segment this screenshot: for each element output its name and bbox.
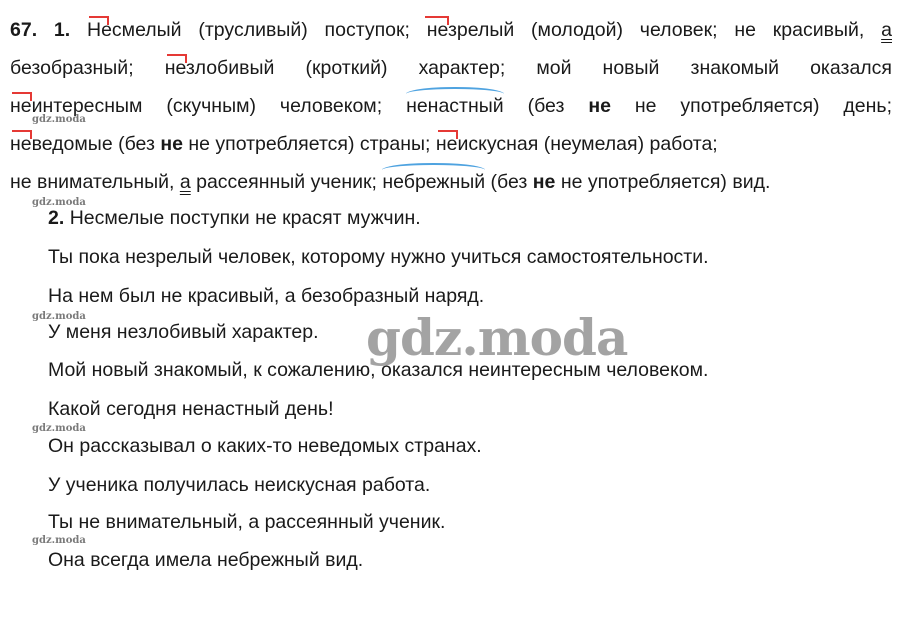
task-number: 67.: [10, 19, 38, 41]
text: (скучным) человеком;: [142, 95, 407, 117]
word-neinteresnym: неинтересным: [10, 95, 143, 117]
part2-sentence-8: У ученика получилась неискусная работа.: [48, 474, 431, 496]
sentence-text: Несмелые поступки не красят мужчин.: [69, 207, 421, 229]
part2-sentence-2: Ты пока незрелый человек, которому нужно учиться самостоятельности.: [48, 246, 709, 268]
part2-sentence-1: [48, 206, 421, 230]
text: (без: [485, 171, 533, 193]
part1-line-2: [10, 56, 892, 80]
part2-sentence-10: Она всегда имела небрежный вид.: [48, 549, 364, 571]
text: (кроткий) характер; мой новый знакомый оказался: [274, 57, 892, 79]
part2-sentence-7: Он рассказывал о каких-то неведомых странах.: [48, 435, 482, 457]
part1-label: 1.: [53, 19, 71, 41]
conjunction-a: а: [881, 19, 892, 41]
word-nezlobivy: незлобивый: [164, 57, 275, 79]
part1-line-3: [10, 94, 892, 118]
word-nevedomye: неведомые: [10, 133, 113, 155]
word-nesmely: Несмелый: [87, 19, 182, 41]
part2-sentence-5: Мой новый знакомый, к сожалению, оказался неинтересным человеком.: [48, 359, 709, 381]
watermark-small: gdz.moda: [32, 197, 86, 208]
part1-line-1: [10, 18, 892, 42]
text: не употребляется) день;: [610, 95, 893, 117]
watermark-small: gdz.moda: [32, 114, 86, 125]
part2-sentence-4: У меня незлобивый характер.: [48, 321, 319, 343]
word-nezrely: незрелый: [426, 19, 515, 41]
conjunction-a: а: [179, 171, 191, 193]
part1-line-5: [10, 170, 770, 194]
part1-line-4: [10, 132, 718, 156]
text: (без: [503, 95, 589, 117]
word-neiskusnaya: неискусная: [435, 133, 539, 155]
text: не употребляется) вид.: [555, 171, 771, 193]
part2-label: 2.: [48, 207, 65, 229]
text: безобразный;: [10, 57, 165, 79]
bold-ne: не: [532, 171, 556, 193]
part2-sentence-9: Ты не внимательный, а рассеянный ученик.: [48, 511, 446, 533]
word-nenastny: ненастный: [406, 95, 504, 117]
text: не употребляется) страны;: [182, 133, 436, 155]
watermark-logo: gdz.moda: [366, 308, 628, 367]
text: не внимательный,: [10, 171, 180, 193]
text: рассеянный ученик;: [190, 171, 383, 193]
text: (неумелая) работа;: [538, 133, 718, 155]
text: (молодой) человек; не красивый,: [514, 19, 882, 41]
text: (трусливый) поступок;: [181, 19, 427, 41]
watermark-small: gdz.moda: [32, 535, 86, 546]
watermark-small: gdz.moda: [32, 423, 86, 434]
bold-ne: не: [588, 95, 611, 117]
text: (без: [112, 133, 161, 155]
watermark-small: gdz.moda: [32, 311, 86, 322]
part2-sentence-6: Какой сегодня ненастный день!: [48, 398, 334, 420]
bold-ne: не: [160, 133, 183, 155]
part2-sentence-3: На нем был не красивый, а безобразный наряд.: [48, 285, 485, 307]
word-nebrezhny: небрежный: [382, 171, 486, 193]
